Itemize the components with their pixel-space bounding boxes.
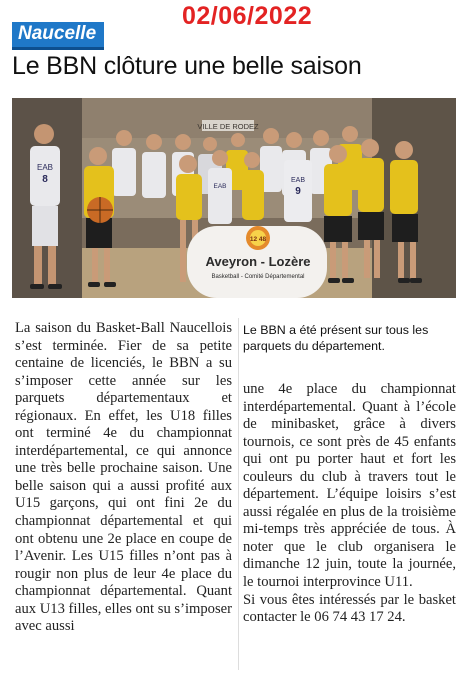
svg-text:VILLE DE RODEZ: VILLE DE RODEZ <box>197 122 259 131</box>
svg-text:Basketball - Comité Départemen: Basketball - Comité Départemental <box>211 274 305 280</box>
comite-banner <box>187 226 327 298</box>
svg-text:EAB: EAB <box>213 183 227 190</box>
article-paragraph-3: Si vous êtes intéressés par le basket contacter le 06 74 43 17 24. <box>243 591 456 626</box>
svg-text:Aveyron - Lozère: Aveyron - Lozère <box>205 254 311 269</box>
svg-text:8: 8 <box>42 174 48 185</box>
team-photo <box>12 98 456 298</box>
publication-date: 02/06/2022 <box>182 2 313 30</box>
photo-caption: Le BBN a été présent sur tous les parquets du département. <box>243 323 429 353</box>
article-column-left <box>15 320 232 636</box>
article-paragraph-2: une 4e place du championnat interdépartemental. Quant à l’école de minibasket, grâce à divers tournois, ce sont près de 45 enfants qui ont pu porter haut et fort les couleurs du club à travers tout le département. L’équipe loisirs s’est aussi régalée en plus de la troisième mi-temps très appréciée de tous. À noter que le club organisera le dimanche 12 juin, toute la journée, le tournoi interprovince U11. <box>243 381 456 591</box>
svg-text:EAB: EAB <box>36 163 54 172</box>
svg-text:12 48: 12 48 <box>249 236 267 243</box>
svg-text:EAB: EAB <box>290 177 306 184</box>
section-tag: Naucelle <box>12 22 104 50</box>
svg-text:9: 9 <box>295 186 301 197</box>
article-paragraph-1: La saison du Basket-Ball Naucellois s’est terminée. Fier de sa petite centaine de licenciés, le BBN a su s’imposer cette année sur les parquets départementaux et régionaux. En effet, les U18 filles ont terminé 4e du championnat interdépartemental, ce qui annonce une très belle prochaine saison. Une belle saison qui a aussi profité aux U15 garçons, qui ont fini 2e du championnat départemental et qui ont obtenu une 2e place en coupe de l’Avenir. Les U15 filles n’ont pas à rougir non plus de leur 4e place du championnat départemental. Quant aux U13 filles, elles ont su s’imposer avec aussi <box>15 320 232 635</box>
column-divider <box>238 318 239 670</box>
article-headline: Le BBN clôture une belle saison <box>12 52 362 80</box>
article-column-right <box>243 381 456 627</box>
